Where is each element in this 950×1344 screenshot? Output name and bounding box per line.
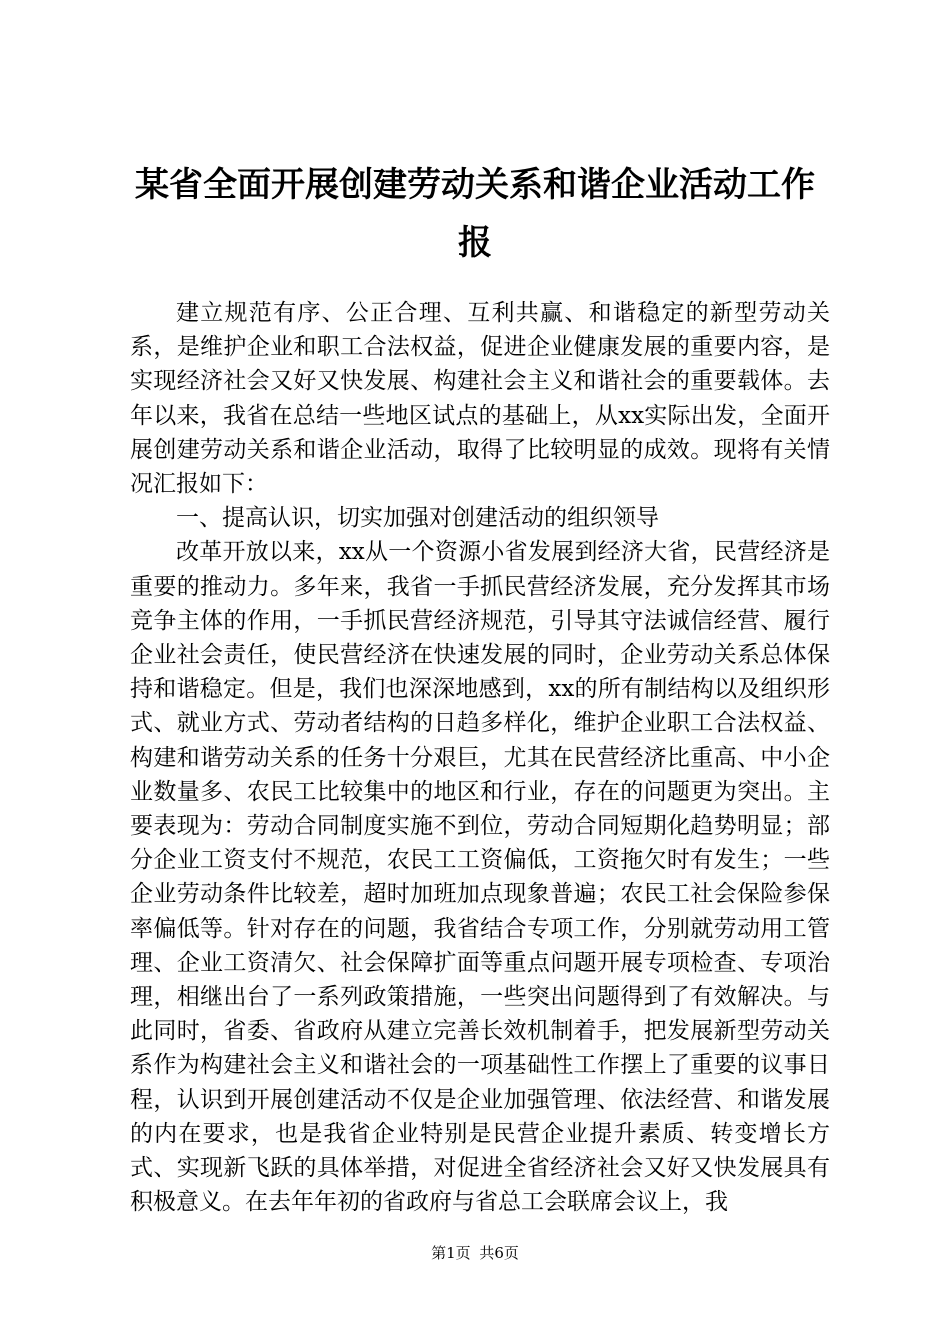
document-body [130,296,830,1219]
page-number: 第1页 [431,1244,471,1262]
document-title-line-1: 某省全面开展创建劳动关系和谐企业活动工作 [135,165,815,205]
page-total: 共6页 [479,1244,519,1262]
document-title-line-2: 报 [458,223,492,263]
page-footer [0,1244,950,1262]
section-heading-1: 一、提高认识，切实加强对创建活动的组织领导 [176,505,659,532]
intro-paragraph: 建立规范有序、公正合理、互利共赢、和谐稳定的新型劳动关系，是维护企业和职工合法权益，促进企业健康发展的重要内容，是实现经济社会又好又快发展、构建社会主义和谐社会的重要载体。去年以来，我省在总结一些地区试点的基础上，从xx实际出发，全面开展创建劳动关系和谐企业活动，取得了比较明显的成效。现将有关情况汇报如下： [130,300,830,498]
body-paragraph: 改革开放以来，xx从一个资源小省发展到经济大省，民营经济是重要的推动力。多年来，我省一手抓民营经济发展，充分发挥其市场竞争主体的作用，一手抓民营经济规范，引导其守法诚信经营、履行企业社会责任，使民营经济在快速发展的同时，企业劳动关系总体保持和谐稳定。但是，我们也深深地感到，xx的所有制结构以及组织形式、就业方式、劳动者结构的日趋多样化，维护企业职工合法权益、构建和谐劳动关系的任务十分艰巨，尤其在民营经济比重高、中小企业数量多、农民工比较集中的地区和行业，存在的问题更为突出。主要表现为：劳动合同制度实施不到位，劳动合同短期化趋势明显；部分企业工资支付不规范，农民工工资偏低，工资拖欠时有发生；一些企业劳动条件比较差，超时加班加点现象普遍；农民工社会保险参保率偏低等。针对存在的问题，我省结合专项工作，分别就劳动用工管理、企业工资清欠、社会保障扩面等重点问题开展专项检查、专项治理，相继出台了一系列政策措施，一些突出问题得到了有效解决。与此同时，省委、省政府从建立完善长效机制着手，把发展新型劳动关系作为构建社会主义和谐社会的一项基础性工作摆上了重要的议事日程，认识到开展创建活动不仅是企业加强管理、依法经营、和谐发展的内在要求，也是我省企业特别是民营企业提升素质、转变增长方式、实现新飞跃的具体举措，对促进全省经济社会又好又快发展具有积极意义。在去年年初的省政府与省总工会联席会议上，我 [130,539,830,1216]
